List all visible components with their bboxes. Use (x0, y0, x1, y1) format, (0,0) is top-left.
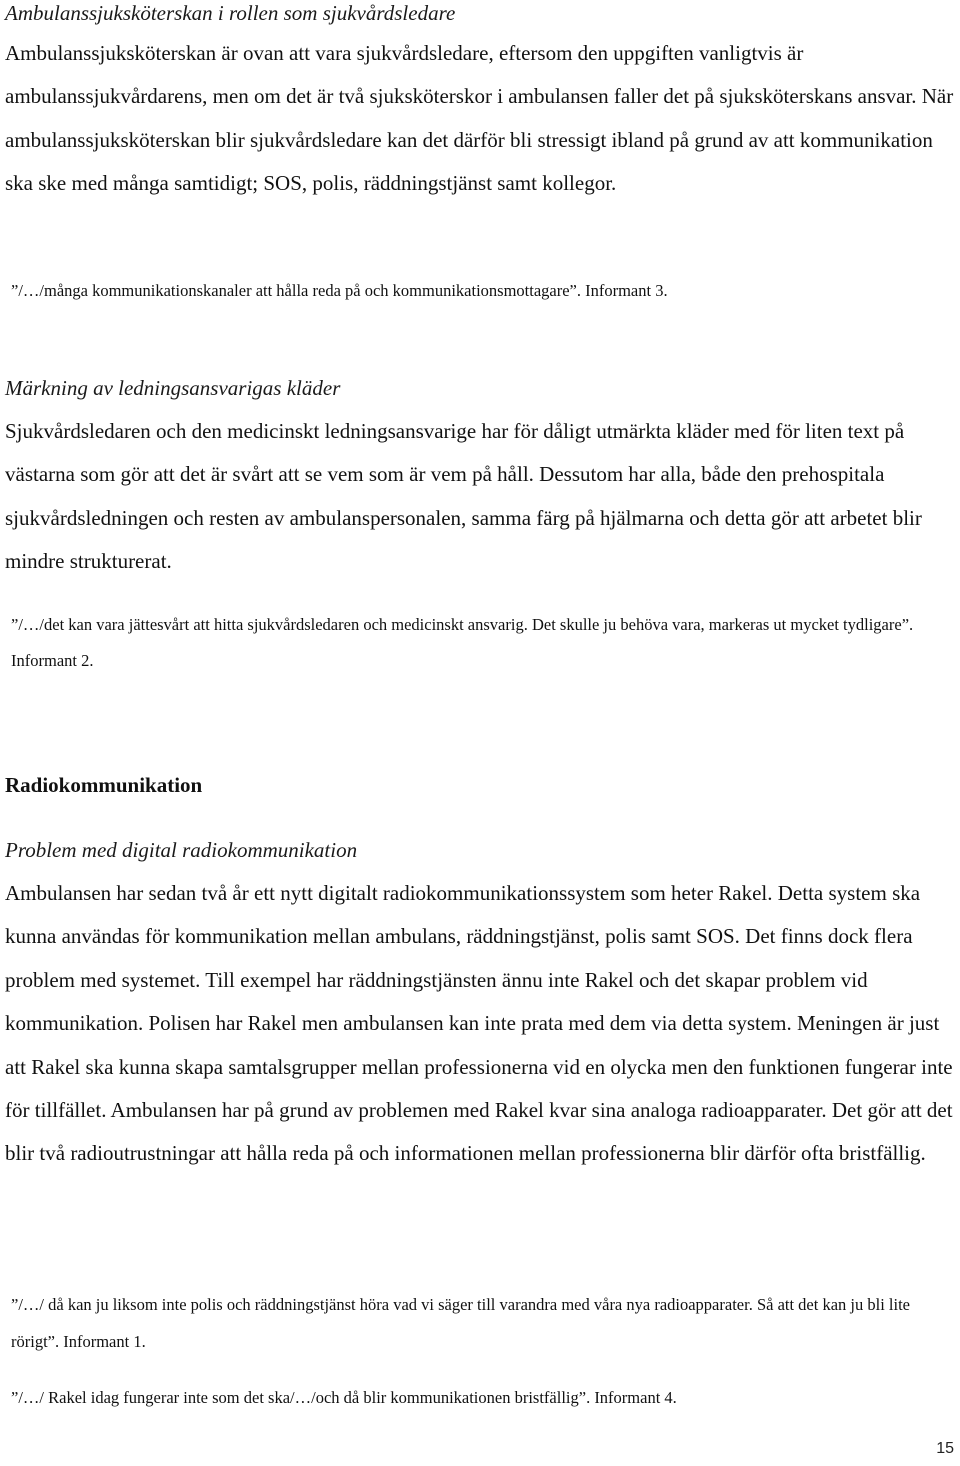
subheading-sjukvardsledare: Ambulanssjuksköterskan i rollen som sjukvårdsledare (5, 1, 456, 25)
paragraph-sjukvardsledare: Ambulanssjuksköterskan är ovan att vara sjukvårdsledare, eftersom den uppgiften vanligtvis är ambulanssjukvårdarens, men om det är två sjuksköterskor i ambulansen faller det på sjuksköterskans ansvar. När ambulanssjuksköterskan blir sjukvårdsledare kan det därför bli stressigt ibland på grund av att kommunikation ska ske med många samtidigt; SOS, polis, räddningstjänst samt kollegor. (5, 41, 954, 196)
page-number: 15 (936, 1440, 954, 1457)
paragraph-digital-radio: Ambulansen har sedan två år ett nytt digitalt radiokommunikationssystem som heter Rakel. Detta system ska kunna användas för kommunikation mellan ambulans, räddningstjänst, polis samt SOS. Det finns dock flera problem med systemet. Till exempel har räddningstjänsten ännu inte Rakel och det skapar problem vid kommunikation. Polisen har Rakel men ambulansen kan inte prata med dem via detta system. Meningen är just att Rakel ska kunna skapa samtalsgrupper mellan professionerna vid en olycka men den funktionen fungerar inte för tillfället. Ambulansen har på grund av problemen med Rakel kvar sina analoga radioapparater. Det gör att det blir två radioutrustningar att hålla reda på och informationen mellan professionerna blir därför ofta bristfällig. (5, 881, 953, 1166)
subheading-markning: Märkning av ledningsansvarigas kläder (5, 376, 341, 400)
quote-informant-2: ”/…/det kan vara jättesvårt att hitta sjukvårdsledaren och medicinskt ansvarig. Det skulle ju behöva vara, markeras ut mycket tydligare”. Informant 2. (11, 615, 914, 670)
section-title-radiokommunikation: Radiokommunikation (5, 773, 203, 797)
paragraph-markning: Sjukvårdsledaren och den medicinskt ledningsansvarige har för dåligt utmärkta kläder med för liten text på västarna som gör att det är svårt att se vem som är vem på håll. Dessutom har alla, både den prehospitala sjukvårdsledningen och resten av ambulanspersonalen, samma färg på hjälmarna och detta gör att arbetet blir mindre strukturerat. (5, 419, 922, 574)
quote-informant-4: ”/…/ Rakel idag fungerar inte som det ska/…/och då blir kommunikationen bristfällig”. Informant 4. (11, 1388, 677, 1407)
quote-informant-1: ”/…/ då kan ju liksom inte polis och räddningstjänst höra vad vi säger till varandra med våra nya radioapparater. Så att det kan ju bli lite rörigt”. Informant 1. (11, 1295, 910, 1351)
subheading-digital-radio: Problem med digital radiokommunikation (5, 838, 358, 862)
quote-informant-3: ”/…/många kommunikationskanaler att hålla reda på och kommunikationsmottagare”. Informant 3. (11, 281, 668, 300)
